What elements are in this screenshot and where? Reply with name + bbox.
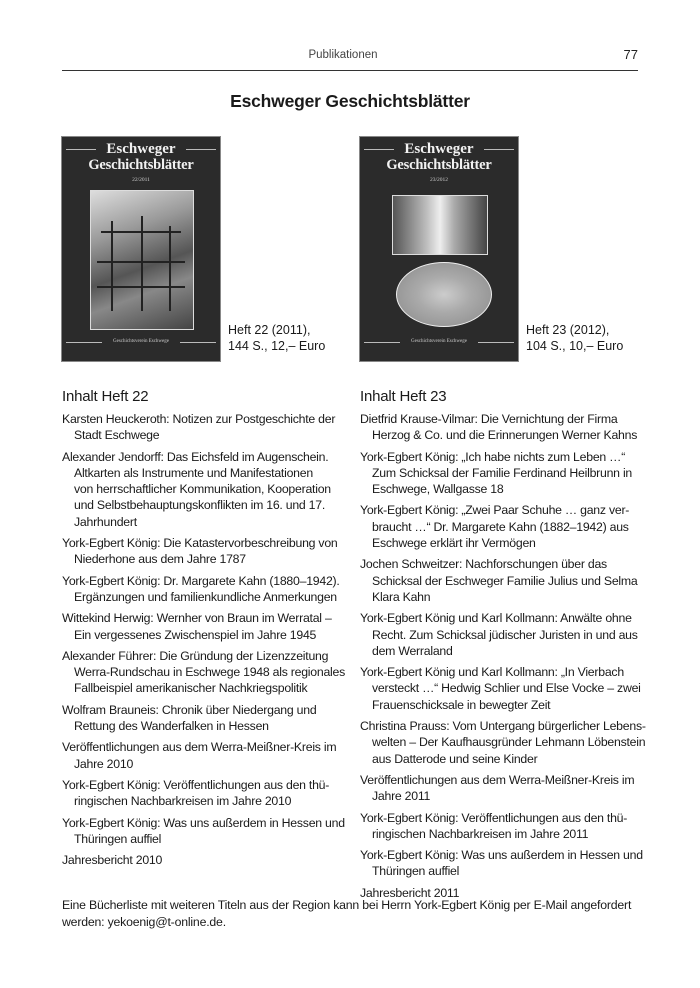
list-item-line: Rettung des Wanderfalken in Hessen: [74, 719, 269, 734]
list-item-line: Frauenschicksale in bewegter Zeit: [372, 697, 551, 712]
caption-line: Heft 23 (2012),: [526, 323, 610, 337]
list-item-line: York-Egbert König: Dr. Margarete Kahn (1880–1942).: [62, 573, 340, 588]
footer-note: [62, 897, 631, 930]
list-item-line: Alexander Führer: Die Gründung der Lizenzzeitung: [62, 648, 329, 663]
list-item-line: York-Egbert König: Was uns außerdem in Hessen und: [62, 815, 345, 830]
list-item: [62, 610, 362, 643]
list-item-line: York-Egbert König und Karl Kollmann: Anwälte ohne: [360, 611, 632, 626]
list-item: [62, 852, 362, 868]
list-item: [360, 411, 660, 444]
cover-title: Eschweger: [106, 141, 176, 157]
footer-line: Eine Bücherliste mit weiteren Titeln aus der Region kann bei Herrn York-Egbert König per E-Mail angefordert: [62, 898, 632, 912]
list-item-line: York-Egbert König: Veröffentlichungen aus den thü-: [360, 810, 628, 825]
section-heading: Inhalt Heft 22: [62, 388, 149, 405]
list-item-line: welten – Der Kaufhausgründer Lehmann Löbenstein: [372, 735, 646, 750]
cover-photo-oval-portrait: [396, 262, 492, 327]
section-heading: Inhalt Heft 23: [360, 388, 447, 405]
list-item-line: Jahresbericht 2010: [62, 853, 163, 868]
list-item-line: Veröffentlichungen aus dem Werra-Meißner-Kreis im: [360, 772, 635, 787]
caption-line: 104 S., 10,– Euro: [526, 339, 624, 353]
list-item: [62, 535, 362, 568]
page-title: Eschweger Geschichtsblätter: [230, 91, 470, 111]
list-item-line: Recht. Zum Schicksal jüdischer Juristen in und aus: [372, 627, 638, 642]
list-item-line: Jahre 2011: [372, 789, 431, 804]
list-item-line: Dietfrid Krause-Vilmar: Die Vernichtung der Firma: [360, 412, 618, 426]
cover-publisher: Geschichtsverein Eschwege: [113, 339, 169, 344]
running-header: Publikationen: [308, 49, 378, 61]
caption-line: 144 S., 12,– Euro: [228, 339, 326, 353]
cover-illustration-half-timbered-houses: [90, 190, 194, 330]
list-item-line: Fallbeispiel amerikanischer Nachkriegspolitik: [74, 681, 308, 696]
list-item: [360, 502, 660, 551]
caption-line: Heft 22 (2011),: [228, 323, 311, 337]
list-item: [360, 810, 660, 843]
list-item: [360, 847, 660, 880]
list-item-line: Klara Kahn: [372, 589, 431, 604]
list-item: [62, 702, 362, 735]
list-item-line: Thüringen auffiel: [372, 864, 460, 879]
list-item-line: Zum Schicksal der Familie Ferdinand Heilbrunn in: [372, 465, 633, 480]
list-item-line: aus Datterode und seine Kinder: [372, 751, 538, 766]
cover-caption-23: [526, 322, 623, 354]
list-item: [62, 411, 362, 444]
list-item-line: Eschwege, Wallgasse 18: [372, 482, 504, 497]
cover-caption-22: [228, 322, 325, 354]
list-item: [62, 648, 362, 697]
list-item: [360, 449, 660, 498]
list-item-line: Niederhone aus dem Jahre 1787: [74, 552, 246, 567]
list-item: [62, 739, 362, 772]
footer-line: werden: yekoenig@t-online.de.: [62, 914, 226, 929]
list-item-line: Stadt Eschwege: [74, 428, 160, 443]
list-item-line: Werra-Rundschau in Eschwege 1948 als regionales: [74, 665, 346, 680]
contents-list: [62, 411, 362, 868]
list-item: [360, 556, 660, 605]
list-item-line: Veröffentlichungen aus dem Werra-Meißner-Kreis im: [62, 740, 337, 755]
list-item-line: ringischen Nachbarkreisen im Jahre 2011: [372, 826, 589, 841]
list-item-line: Jahrhundert: [74, 514, 137, 529]
list-item-line: Thüringen auffiel: [74, 831, 162, 846]
list-item-line: dem Werraland: [372, 643, 453, 658]
list-item: [360, 664, 660, 713]
cover-publisher: Geschichtsverein Eschwege: [411, 339, 467, 344]
cover-issue: 23/2012: [429, 177, 449, 183]
cover-title: Geschichtsblätter: [88, 157, 194, 173]
cover-title: Geschichtsblätter: [386, 157, 492, 173]
contents-list: [360, 411, 660, 901]
cover-issue: 22/2011: [132, 177, 150, 183]
contents-heft-23: [360, 388, 660, 906]
list-item-line: braucht …“ Dr. Margarete Kahn (1882–1942) aus: [372, 519, 629, 534]
list-item-line: Eschwege erklärt ihr Vermögen: [372, 536, 536, 551]
list-item-line: Ergänzungen und familienkundliche Anmerkungen: [74, 589, 337, 604]
list-item: [62, 777, 362, 810]
list-item: [360, 772, 660, 805]
list-item-line: York-Egbert König: Veröffentlichungen aus den thü-: [62, 777, 330, 792]
list-item-line: Herzog & Co. und die Erinnerungen Werner Kahns: [372, 428, 638, 443]
list-item-line: York-Egbert König: „Ich habe nichts zum Leben …“: [360, 449, 626, 464]
page-number: 77: [623, 47, 638, 62]
cover-heft-22: [62, 137, 220, 361]
cover-heft-23: [360, 137, 518, 361]
list-item-line: Altkarten als Instrumente und Manifestationen: [74, 465, 313, 480]
list-item: [360, 610, 660, 659]
contents-heft-22: [62, 388, 362, 873]
cover-photo-group: [392, 195, 488, 255]
list-item-line: Wittekind Herwig: Wernher von Braun im Werratal –: [62, 611, 332, 626]
header-rule: [62, 70, 638, 71]
list-item: [360, 718, 660, 767]
list-item: [62, 449, 362, 530]
list-item-line: Jahresbericht 2011: [360, 885, 460, 900]
list-item-line: und Selbstbehauptungskonflikten im 16. und 17.: [74, 498, 326, 513]
list-item-line: Schicksal der Eschweger Familie Julius und Selma: [372, 573, 638, 588]
list-item-line: von herrschaftlicher Kommunikation, Kooperation: [74, 482, 331, 497]
list-item-line: York-Egbert König: Die Katastervorbeschreibung von: [62, 536, 338, 551]
list-item-line: Jahre 2010: [74, 756, 134, 771]
list-item-line: Wolfram Brauneis: Chronik über Niedergang und: [62, 702, 317, 717]
list-item-line: Karsten Heuckeroth: Notizen zur Postgeschichte der: [62, 412, 336, 426]
list-item-line: York-Egbert König und Karl Kollmann: „In Vierbach: [360, 665, 624, 680]
list-item: [62, 573, 362, 606]
cover-title: Eschweger: [404, 141, 474, 157]
list-item-line: Ein vergessenes Zwischenspiel im Jahre 1945: [74, 627, 317, 642]
list-item-line: York-Egbert König: „Zwei Paar Schuhe … ganz ver-: [360, 503, 630, 518]
list-item: [62, 815, 362, 848]
list-item-line: York-Egbert König: Was uns außerdem in Hessen und: [360, 848, 643, 863]
list-item-line: Jochen Schweitzer: Nachforschungen über das: [360, 557, 607, 572]
list-item-line: Christina Prauss: Vom Untergang bürgerlicher Lebens-: [360, 719, 646, 734]
list-item-line: versteckt …“ Hedwig Schlier und Else Vocke – zwei: [372, 681, 641, 696]
list-item-line: Alexander Jendorff: Das Eichsfeld im Augenschein.: [62, 449, 329, 464]
list-item-line: ringischen Nachbarkreisen im Jahre 2010: [74, 794, 292, 809]
